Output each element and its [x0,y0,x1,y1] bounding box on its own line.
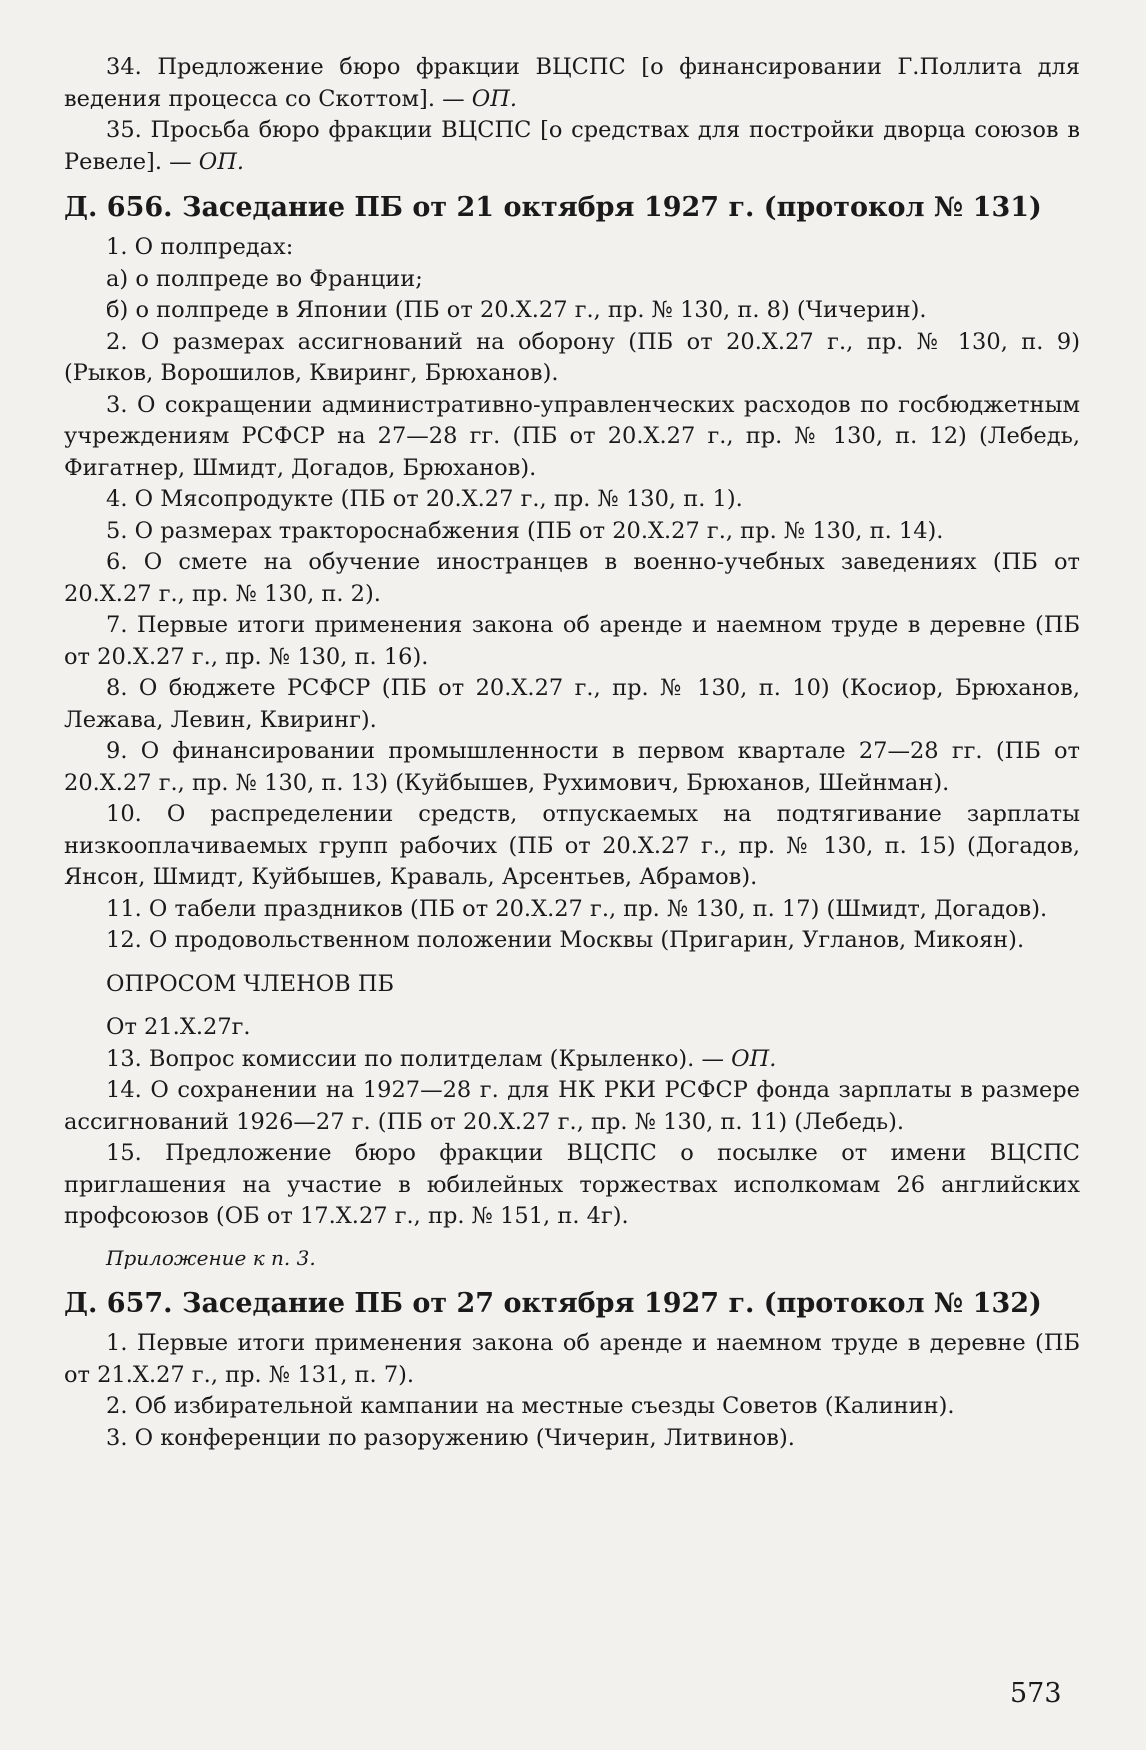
list-item: 15. Предложение бюро фракции ВЦСПС о посылке от имени ВЦСПС приглашения на участие в юбилейных торжествах исполкомам 26 английских профсоюзов (ОБ от 17.X.27 г., пр. № 151, п. 4г). [64,1140,1080,1229]
list-item: 1. Первые итоги применения закона об аренде и наемном труде в деревне (ПБ от 21.X.27 г., пр. № 131, п. 7). [64,1330,1080,1388]
list-item: а) о полпреде во Франции; [106,265,423,292]
list-item: 9. О финансировании промышленности в первом квартале 27—28 гг. (ПБ от 20.X.27 г., пр. № 130, п. 13) (Куйбышев, Рухимович, Брюханов, Шейнман). [64,738,1080,796]
list-item: 6. О смете на обучение иностранцев в военно-учебных заведениях (ПБ от 20.X.27 г., пр. № 130, п. 2). [64,549,1080,607]
list-item: 2. О размерах ассигнований на оборону (ПБ от 20.X.27 г., пр. № 130, п. 9) (Рыков, Ворошилов, Квиринг, Брюханов). [64,328,1080,386]
list-item: 14. О сохранении на 1927—28 г. для НК РКИ РСФСР фонда зарплаты в размере ассигнований 1926—27 г. (ПБ от 20.X.27 г., пр. № 130, п. 11) (Лебедь). [64,1077,1080,1135]
list-item: 3. О конференции по разоружению (Чичерин, Литвинов). [106,1424,795,1451]
list-item: 8. О бюджете РСФСР (ПБ от 20.X.27 г., пр. № 130, п. 10) (Косиор, Брюханов, Лежава, Левин, Квиринг). [64,675,1080,733]
list-item: 13. Вопрос комиссии по политделам (Крыленко). — ОП. [106,1045,777,1072]
opros-date: От 21.X.27г. [106,1014,251,1040]
page-content [64,52,1080,1454]
list-item: 4. О Мясопродукте (ПБ от 20.X.27 г., пр. № 130, п. 1). [106,486,743,512]
list-item: 5. О размерах тракторoснабжения (ПБ от 20.X.27 г., пр. № 130, п. 14). [106,517,944,544]
list-item: б) о полпреде в Японии (ПБ от 20.X.27 г., пр. № 130, п. 8) (Чичерин). [106,297,927,323]
list-item: 7. Первые итоги применения закона об аренде и наемном труде в деревне (ПБ от 20.X.27 г., пр. № 130, п. 16). [64,612,1080,670]
list-item: 11. О табели праздников (ПБ от 20.X.27 г., пр. № 130, п. 17) (Шмидт, Догадов). [106,895,1048,922]
list-item: 34. Предложение бюро фракции ВЦСПС [о финансировании Г.Поллита для ведения процесса со Скоттом]. — ОП. [64,54,1080,112]
list-item: 3. О сокращении административно-управленческих расходов по госбюджетным учреждениям РСФСР на 27—28 гг. (ПБ от 20.X.27 г., пр. № 130, п. 12) (Лебедь, Фигатнер, Шмидт, Догадов, Брюханов). [64,391,1080,481]
list-item: 10. О распределении средств, отпускаемых на подтягивание зарплаты низкооплачиваемых групп рабочих (ПБ от 20.X.27 г., пр. № 130, п. 15) (Догадов, Янсон, Шмидт, Куйбышев, Краваль, Арсентьев, Абрамов). [64,801,1080,890]
list-item: 1. О полпредах: [106,234,294,260]
opros-label: ОПРОСОМ ЧЛЕНОВ ПБ [106,970,395,997]
appendix-note: Приложение к п. 3. [106,1245,316,1270]
section-heading-657: Д. 657. Заседание ПБ от 27 октября 1927 г. (протокол № 132) [64,1288,1042,1319]
section-heading-656: Д. 656. Заседание ПБ от 21 октября 1927 г. (протокол № 131) [64,192,1042,223]
page-number: 573 [1010,1678,1062,1709]
list-item: 35. Просьба бюро фракции ВЦСПС [о средствах для постройки дворца союзов в Ревеле]. — ОП. [64,117,1080,175]
list-item: 2. Об избирательной кампании на местные съезды Советов (Калинин). [106,1393,955,1419]
list-item: 12. О продовольственном положении Москвы (Пригарин, Угланов, Микоян). [106,927,1025,953]
